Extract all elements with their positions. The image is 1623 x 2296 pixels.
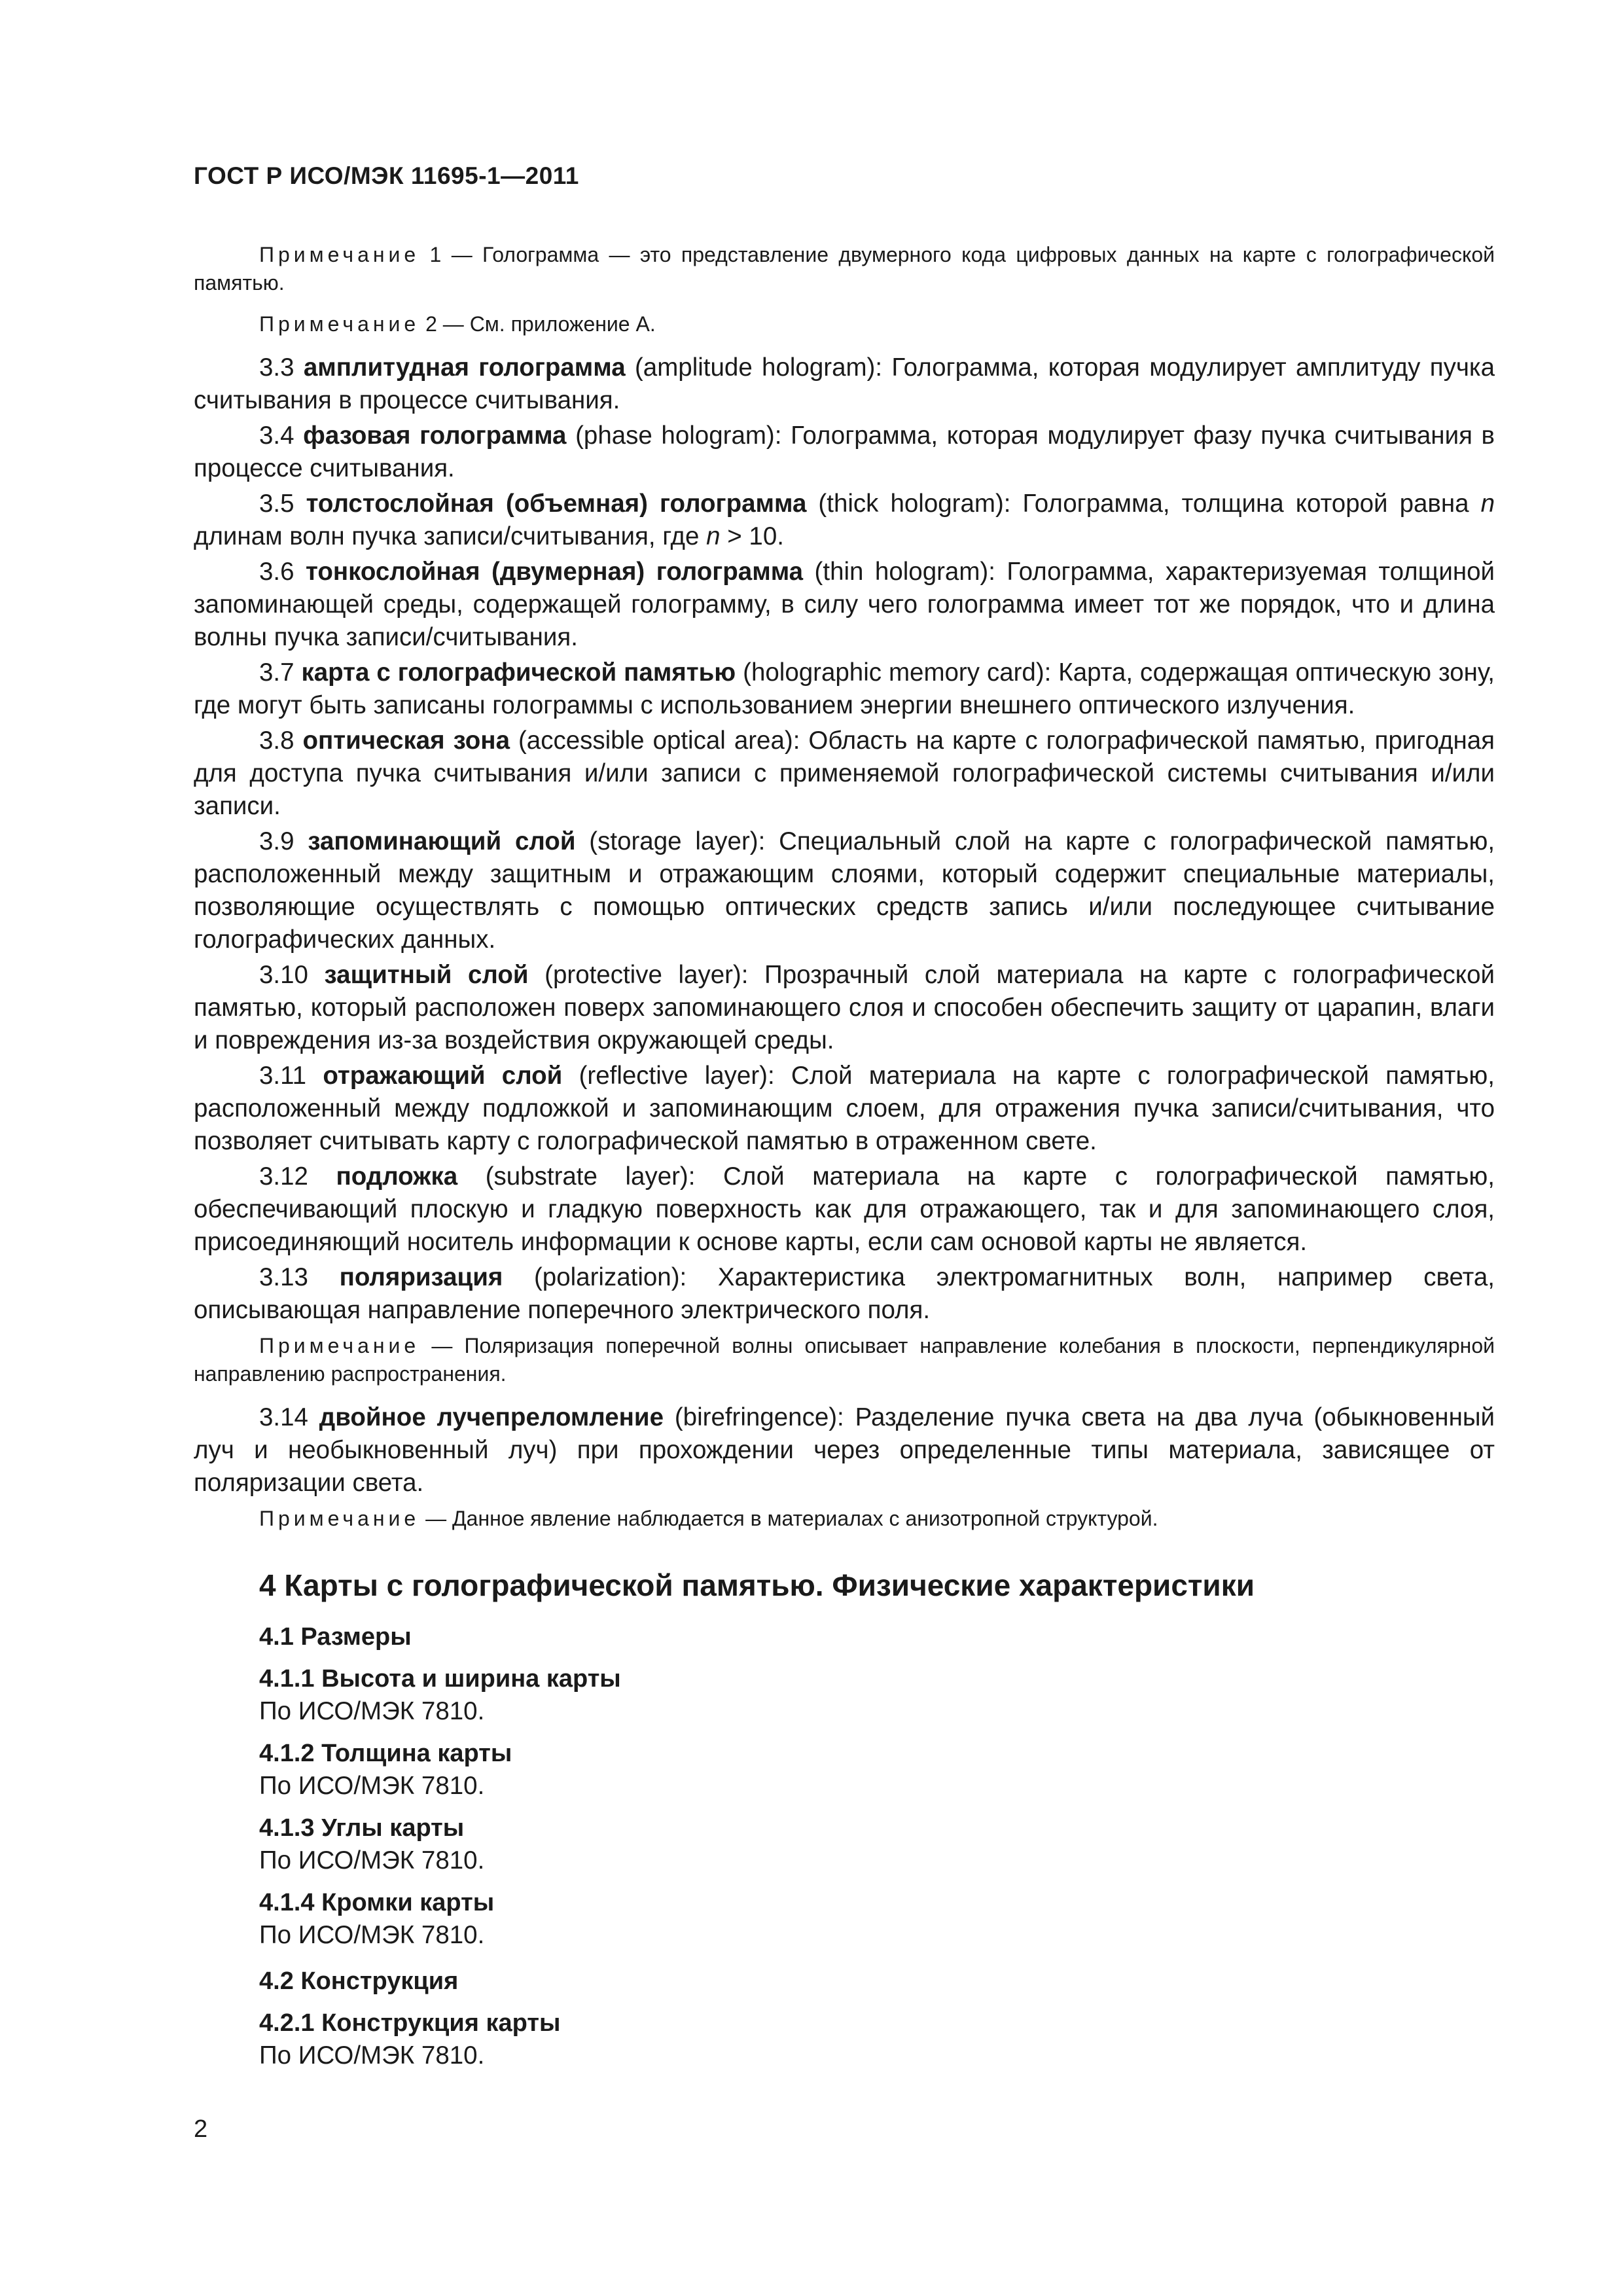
section-4-1-2-text: По ИСО/МЭК 7810. [259, 1772, 485, 1800]
note-4 [194, 1505, 1495, 1533]
term-name: поляризация [339, 1263, 503, 1291]
term-name: карта с голографической памятью [301, 658, 736, 687]
term-name: защитный слой [324, 961, 529, 989]
term-name: подложка [336, 1162, 458, 1191]
note-text: — Данное явление наблюдается в материалах с анизотропной структурой. [419, 1507, 1158, 1530]
term-number: 3.9 [259, 827, 308, 855]
term-definition-end: > 10. [720, 522, 784, 550]
note-label: Примечание [259, 1507, 420, 1530]
term-3-10 [194, 959, 1495, 1057]
note-label: Примечание [259, 243, 420, 266]
term-name: амплитудная голограмма [303, 353, 626, 382]
term-definition: (protective layer): Прозрачный слой материала на карте с голографической памятью, который расположен поверх запоминающего слоя и способен обеспечить защиту от царапин, влаги и повреждения из-за воздействия окружающей среды. [194, 961, 1495, 1054]
term-number: 3.5 [259, 490, 306, 518]
term-3-3 [194, 351, 1495, 417]
section-4-1-3-heading: 4.1.3 Углы карты [259, 1814, 465, 1842]
section-4-1-3-text: По ИСО/МЭК 7810. [259, 1846, 485, 1874]
note-text: 2 — См. приложение А. [419, 312, 656, 336]
term-3-8 [194, 725, 1495, 823]
section-4-1-1-text: По ИСО/МЭК 7810. [259, 1697, 485, 1725]
term-name: запоминающий слой [308, 827, 576, 855]
term-definition: (storage layer): Специальный слой на карте с голографической памятью, расположенный между защитным и отражающим слоями, который содержит специальные материалы, позволяющие осуществлять с помощью оптических средств запись и/или последующее считывание голографических данных. [194, 827, 1495, 954]
section-4-1-1-heading: 4.1.1 Высота и ширина карты [259, 1665, 621, 1693]
term-3-13 [194, 1261, 1495, 1327]
page-header: ГОСТ Р ИСО/МЭК 11695-1—2011 [194, 162, 579, 189]
note-label: Примечание [259, 312, 420, 336]
variable-n: n [1480, 490, 1495, 518]
term-definition: (substrate layer): Слой материала на карте с голографической памятью, обеспечивающий плоскую и гладкую поверхность как для отражающего, так и для запоминающего слоя, присоединяющий носитель информации к основе карты, если сам основой карты не является. [194, 1162, 1495, 1256]
term-name: толстослойная (объемная) голограмма [306, 490, 807, 518]
note-1 [194, 241, 1495, 297]
term-definition: (birefringence): Разделение пучка света на два луча (обыкновенный луч и необыкновенный луч) при прохождении через определенные типы материала, зависящее от поляризации света. [194, 1403, 1495, 1497]
term-number: 3.4 [259, 422, 304, 450]
term-number: 3.13 [259, 1263, 340, 1291]
term-name: фазовая голограмма [303, 422, 567, 450]
term-definition: (polarization): Характеристика электромагнитных волн, например света, описывающая направление поперечного электрического поля. [194, 1263, 1495, 1324]
term-name: двойное лучепреломление [319, 1403, 664, 1431]
section-4-heading: 4 Карты с голографической памятью. Физические характеристики [259, 1568, 1255, 1602]
variable-n: n [706, 522, 721, 550]
term-number: 3.3 [259, 353, 304, 382]
term-3-12 [194, 1160, 1495, 1259]
term-3-14 [194, 1401, 1495, 1499]
term-3-5 [194, 488, 1495, 553]
term-definition: (holographic memory card): Карта, содержащая оптическую зону, где могут быть записаны голограммы с использованием энергии внешнего оптического излучения. [194, 658, 1495, 719]
term-number: 3.14 [259, 1403, 319, 1431]
term-number: 3.10 [259, 961, 325, 989]
term-definition: (amplitude hologram): Голограмма, которая модулирует амплитуду пучка считывания в процессе считывания. [194, 353, 1495, 414]
term-number: 3.12 [259, 1162, 336, 1191]
term-definition: (thin hologram): Голограмма, характеризуемая толщиной запоминающей среды, содержащей голограмму, в силу чего голограмма имеет тот же порядок, что и длина волны пучка записи/считывания. [194, 558, 1495, 651]
note-3 [194, 1332, 1495, 1388]
note-text: 1 — Голограмма — это представление двумерного кода цифровых данных на карте с голографической памятью. [194, 243, 1495, 295]
term-definition: (accessible optical area): Область на карте с голографической памятью, пригодная для доступа пучка считывания и/или записи с применяемой голографической системы считывания и/или записи. [194, 726, 1495, 820]
note-text: — Поляризация поперечной волны описывает направление колебания в плоскости, перпендикулярной направлению распространения. [194, 1334, 1495, 1386]
section-4-1-4-heading: 4.1.4 Кромки карты [259, 1889, 495, 1916]
term-number: 3.7 [259, 658, 302, 687]
term-3-11 [194, 1060, 1495, 1158]
term-number: 3.11 [259, 1062, 323, 1090]
note-2 [194, 310, 1495, 338]
term-definition: (thick hologram): Голограмма, толщина которой равна [806, 490, 1481, 518]
term-number: 3.8 [259, 726, 303, 755]
term-3-6 [194, 556, 1495, 654]
term-name: отражающий слой [323, 1062, 563, 1090]
term-number: 3.6 [259, 558, 306, 586]
section-4-1-heading: 4.1 Размеры [259, 1623, 412, 1651]
page-content [194, 236, 1495, 2072]
section-4-1-4-text: По ИСО/МЭК 7810. [259, 1921, 485, 1949]
page-number: 2 [194, 2115, 208, 2143]
term-definition-cont: длинам волн пучка записи/считывания, где [194, 522, 707, 550]
term-name: оптическая зона [302, 726, 510, 755]
section-4-2-1-heading: 4.2.1 Конструкция карты [259, 2009, 561, 2037]
section-4-1-2-heading: 4.1.2 Толщина карты [259, 1740, 512, 1767]
note-label: Примечание [259, 1334, 420, 1357]
term-definition: (phase hologram): Голограмма, которая модулирует фазу пучка считывания в процессе считывания. [194, 422, 1495, 482]
term-3-9 [194, 825, 1495, 956]
term-3-7 [194, 656, 1495, 722]
term-name: тонкослойная (двумерная) голограмма [305, 558, 804, 586]
term-definition: (reflective layer): Слой материала на карте с голографической памятью, расположенный между подложкой и запоминающим слоем, для отражения пучка записи/считывания, что позволяет считывать карту с голографической памятью в отраженном свете. [194, 1062, 1495, 1155]
term-3-4 [194, 420, 1495, 485]
section-4-2-heading: 4.2 Конструкция [259, 1967, 459, 1995]
section-4-2-1-text: По ИСО/МЭК 7810. [259, 2041, 485, 2070]
